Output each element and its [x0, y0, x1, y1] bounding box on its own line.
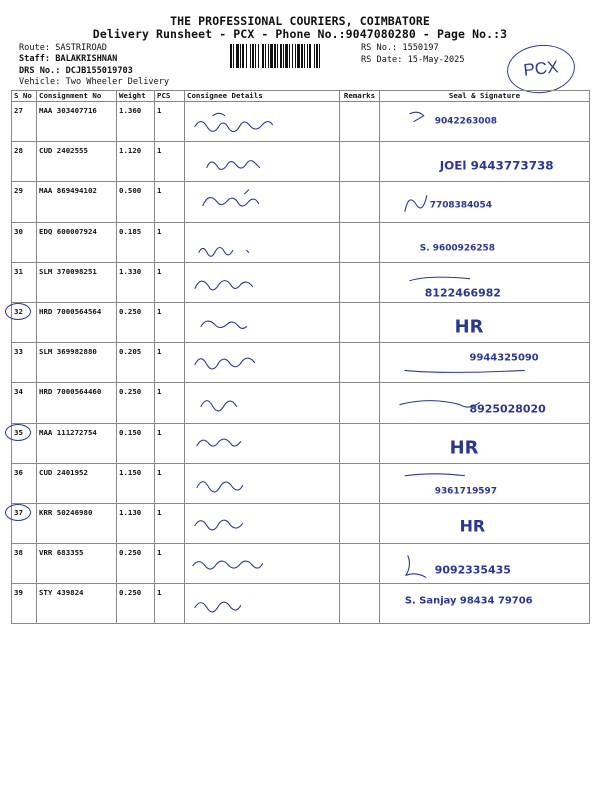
row-pcs: 1: [155, 343, 185, 383]
row-sno: 32: [12, 302, 37, 342]
row-consignee-handwriting: [185, 262, 340, 302]
row-pcs: 1: [155, 383, 185, 423]
row-seal-signature: [380, 102, 590, 142]
runsheet-table: [11, 90, 590, 624]
handwritten-signature-text: 9944325090: [469, 352, 539, 364]
row-seal-signature: [380, 343, 590, 383]
row-weight: 0.500: [117, 182, 155, 222]
row-consignee-handwriting: [185, 102, 340, 142]
row-consignment-no: EDQ 600007924: [37, 222, 117, 262]
row-consignee-handwriting: [185, 222, 340, 262]
table-row: [12, 182, 590, 222]
row-weight: 0.250: [117, 544, 155, 584]
row-sno: 35: [12, 423, 37, 463]
row-remarks: [340, 142, 380, 182]
row-sno: 38: [12, 544, 37, 584]
vehicle-value: Two Wheeler Delivery: [65, 77, 170, 87]
drs-value: DCJB155019703: [65, 66, 133, 76]
row-consignee-handwriting: [185, 383, 340, 423]
handwritten-signature-text: S. Sanjay 98434 79706: [404, 595, 533, 607]
row-remarks: [340, 262, 380, 302]
vehicle-label: Vehicle:: [19, 77, 61, 87]
row-consignment-no: MAA 303407716: [37, 102, 117, 142]
row-weight: 0.250: [117, 584, 155, 624]
row-seal-signature: [380, 463, 590, 503]
row-seal-signature: [380, 584, 590, 624]
row-pcs: 1: [155, 262, 185, 302]
row-seal-signature: [380, 503, 590, 543]
row-weight: 1.120: [117, 142, 155, 182]
staff-line: [19, 54, 117, 64]
rs-no-value: 1550197: [402, 43, 439, 53]
table-row: [12, 584, 590, 624]
row-weight: 0.185: [117, 222, 155, 262]
table-row: [12, 102, 590, 142]
handwritten-signature-text: 9361719597: [434, 486, 497, 497]
row-consignee-handwriting: [185, 142, 340, 182]
handwritten-signature-text: 7708384054: [429, 200, 493, 211]
row-weight: 1.330: [117, 262, 155, 302]
row-consignee-handwriting: [185, 343, 340, 383]
staff-value: BALAKRISHNAN: [55, 54, 118, 64]
row-consignment-no: HRD 7000564460: [37, 383, 117, 423]
row-seal-signature: [380, 544, 590, 584]
row-pcs: 1: [155, 584, 185, 624]
row-remarks: [340, 544, 380, 584]
row-remarks: [340, 222, 380, 262]
row-seal-signature: [380, 302, 590, 342]
route-line: [19, 43, 107, 53]
row-sno: 29: [12, 182, 37, 222]
row-consignment-no: MAA 869494102: [37, 182, 117, 222]
rs-date-label: RS Date:: [361, 55, 403, 65]
row-consignee-handwriting: [185, 544, 340, 584]
rs-no-line: [361, 43, 439, 53]
row-consignment-no: SLM 370098251: [37, 262, 117, 302]
row-consignee-handwriting: [185, 302, 340, 342]
col-header-remarks: Remarks: [340, 91, 380, 102]
row-consignee-handwriting: [185, 463, 340, 503]
drs-line: [19, 66, 133, 76]
row-sno: 28: [12, 142, 37, 182]
row-consignment-no: CUD 2401952: [37, 463, 117, 503]
row-remarks: [340, 182, 380, 222]
row-sno: 36: [12, 463, 37, 503]
row-weight: 0.150: [117, 423, 155, 463]
row-pcs: 1: [155, 503, 185, 543]
row-seal-signature: [380, 262, 590, 302]
handwritten-circle-mark: [5, 303, 31, 320]
row-seal-signature: [380, 423, 590, 463]
row-sno: 39: [12, 584, 37, 624]
table-row: [12, 302, 590, 342]
col-header-consignment: Consignment No: [37, 91, 117, 102]
row-consignment-no: SLM 369982880: [37, 343, 117, 383]
row-consignee-handwriting: [185, 423, 340, 463]
pcx-stamp: PCX: [505, 42, 578, 97]
row-pcs: 1: [155, 544, 185, 584]
row-weight: 0.250: [117, 302, 155, 342]
handwritten-signature-text: 8122466982: [424, 286, 501, 300]
drs-label: DRS No.:: [19, 66, 61, 76]
row-seal-signature: [380, 142, 590, 182]
row-sno: 31: [12, 262, 37, 302]
row-seal-signature: [380, 383, 590, 423]
row-sno: 37: [12, 503, 37, 543]
row-pcs: 1: [155, 222, 185, 262]
row-weight: 1.130: [117, 503, 155, 543]
row-remarks: [340, 463, 380, 503]
row-pcs: 1: [155, 182, 185, 222]
handwritten-signature-text: HR: [454, 317, 484, 338]
handwritten-signature-text: HR: [449, 438, 479, 458]
row-consignee-handwriting: [185, 503, 340, 543]
row-pcs: 1: [155, 423, 185, 463]
row-consignment-no: HRD 7000564564: [37, 302, 117, 342]
table-row: [12, 544, 590, 584]
row-consignment-no: MAA 111272754: [37, 423, 117, 463]
row-consignment-no: KRR 50246980: [37, 503, 117, 543]
rs-no-label: RS No.:: [361, 43, 398, 53]
runsheet-subtitle: Delivery Runsheet - PCX - Phone No.:9047080280 - Page No.:3: [92, 27, 508, 41]
row-pcs: 1: [155, 463, 185, 503]
col-header-pcs: PCS: [155, 91, 185, 102]
row-weight: 0.250: [117, 383, 155, 423]
company-title: THE PROFESSIONAL COURIERS, COIMBATORE: [170, 14, 430, 28]
col-header-seal-signature: Seal & Signature: [380, 91, 590, 102]
row-consignee-handwriting: [185, 182, 340, 222]
table-row: [12, 463, 590, 503]
barcode-image: [230, 44, 355, 68]
table-row: [12, 383, 590, 423]
table-row: [12, 262, 590, 302]
route-label: Route:: [19, 43, 51, 53]
row-remarks: [340, 423, 380, 463]
row-remarks: [340, 503, 380, 543]
table-row: [12, 142, 590, 182]
handwritten-signature-text: JOEl 9443773738: [439, 158, 554, 173]
route-value: SASTRIROAD: [55, 43, 107, 53]
row-remarks: [340, 343, 380, 383]
row-sno: 30: [12, 222, 37, 262]
table-header-row: [12, 91, 590, 102]
table-row: [12, 343, 590, 383]
handwritten-circle-mark: [5, 424, 31, 441]
row-consignee-handwriting: [185, 584, 340, 624]
row-remarks: [340, 102, 380, 142]
handwritten-signature-text: 9092335435: [434, 563, 511, 577]
row-remarks: [340, 302, 380, 342]
row-weight: 0.205: [117, 343, 155, 383]
row-remarks: [340, 584, 380, 624]
handwritten-circle-mark: [5, 504, 31, 521]
handwritten-signature-text: S. 9600926258: [419, 243, 496, 253]
vehicle-line: [19, 77, 169, 87]
row-pcs: 1: [155, 142, 185, 182]
row-pcs: 1: [155, 102, 185, 142]
row-consignment-no: VRR 683355: [37, 544, 117, 584]
row-pcs: 1: [155, 302, 185, 342]
row-seal-signature: [380, 182, 590, 222]
row-remarks: [340, 383, 380, 423]
row-weight: 1.150: [117, 463, 155, 503]
col-header-sno: S No: [12, 91, 37, 102]
handwritten-signature-text: HR: [459, 516, 486, 536]
row-consignment-no: CUD 2402555: [37, 142, 117, 182]
table-row: [12, 423, 590, 463]
row-sno: 33: [12, 343, 37, 383]
row-sno: 34: [12, 383, 37, 423]
col-header-weight: Weight: [117, 91, 155, 102]
table-row: [12, 222, 590, 262]
handwritten-signature-text: 8925028020: [469, 402, 546, 416]
staff-label: Staff:: [19, 54, 51, 64]
row-sno: 27: [12, 102, 37, 142]
rs-date-line: [361, 55, 465, 65]
row-seal-signature: [380, 222, 590, 262]
rs-date-value: 15-May-2025: [407, 55, 465, 65]
table-row: [12, 503, 590, 543]
row-weight: 1.360: [117, 102, 155, 142]
row-consignment-no: STY 439824: [37, 584, 117, 624]
handwritten-signature-text: 9042263008: [434, 116, 497, 127]
col-header-consignee: Consignee Details: [185, 91, 340, 102]
